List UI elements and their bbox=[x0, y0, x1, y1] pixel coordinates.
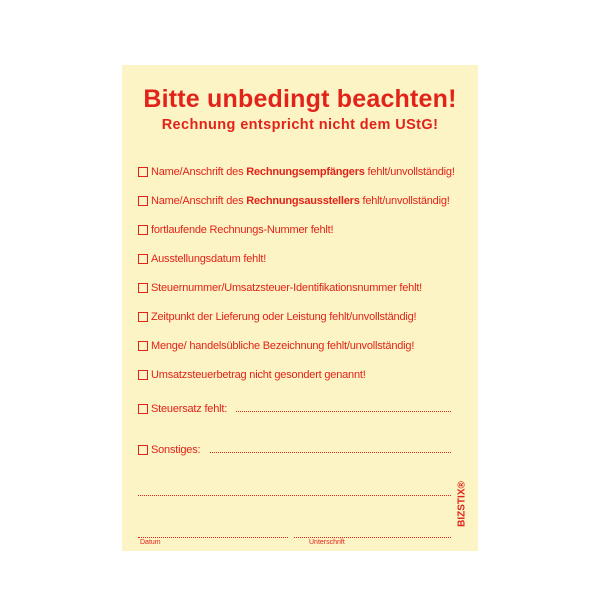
item-label: fortlaufende Rechnungs-Nummer fehlt! bbox=[151, 224, 334, 236]
checklist-item bbox=[138, 338, 414, 354]
date-line[interactable] bbox=[138, 537, 288, 538]
checkbox[interactable] bbox=[138, 312, 148, 322]
signature-label: Unterschrift bbox=[309, 539, 345, 546]
checklist-item bbox=[138, 401, 227, 417]
checkbox[interactable] bbox=[138, 225, 148, 235]
note-subtitle: Rechnung entspricht nicht dem UStG! bbox=[161, 117, 439, 133]
date-label: Datum bbox=[140, 539, 161, 546]
note-title: Bitte unbedingt beachten! bbox=[143, 85, 457, 113]
checkbox[interactable] bbox=[138, 445, 148, 455]
sticky-note bbox=[122, 65, 478, 551]
checklist-item bbox=[138, 367, 366, 383]
sonstiges-fill-line[interactable] bbox=[210, 452, 451, 453]
checklist-item bbox=[138, 280, 422, 296]
steuersatz-fill-line[interactable] bbox=[236, 411, 451, 412]
signature-line[interactable] bbox=[294, 537, 451, 538]
item-label: Ausstellungsdatum fehlt! bbox=[151, 253, 267, 265]
item-label: Name/Anschrift des Rechnungsausstellers fehlt/unvollständig! bbox=[151, 195, 450, 207]
checkbox[interactable] bbox=[138, 167, 148, 177]
checklist-item bbox=[138, 251, 266, 267]
checklist-item bbox=[138, 164, 455, 180]
bizstix-logo-icon bbox=[456, 467, 468, 541]
item-label: Steuernummer/Umsatzsteuer-Identifikationsnummer fehlt! bbox=[151, 282, 423, 294]
checkbox[interactable] bbox=[138, 254, 148, 264]
checklist-item bbox=[138, 222, 333, 238]
item-label: Menge/ handelsübliche Bezeichnung fehlt/unvollständig! bbox=[151, 340, 415, 352]
checkbox[interactable] bbox=[138, 370, 148, 380]
checkbox[interactable] bbox=[138, 196, 148, 206]
checkbox[interactable] bbox=[138, 404, 148, 414]
checklist-item bbox=[138, 309, 416, 325]
brand-logo-text: BIZSTIX® bbox=[456, 481, 468, 527]
item-label: Sonstiges: bbox=[151, 444, 201, 456]
checkbox[interactable] bbox=[138, 341, 148, 351]
item-label: Zeitpunkt der Lieferung oder Leistung fehlt/unvollständig! bbox=[151, 311, 417, 323]
item-label: Umsatzsteuerbetrag nicht gesondert genannt! bbox=[151, 369, 366, 381]
sonstiges-fill-line-2[interactable] bbox=[138, 495, 451, 496]
checkbox[interactable] bbox=[138, 283, 148, 293]
checklist-item bbox=[138, 442, 200, 458]
item-label: Name/Anschrift des Rechnungsempfängers fehlt/unvollständig! bbox=[151, 166, 455, 178]
item-label: Steuersatz fehlt: bbox=[151, 403, 228, 415]
checklist-item bbox=[138, 193, 450, 209]
